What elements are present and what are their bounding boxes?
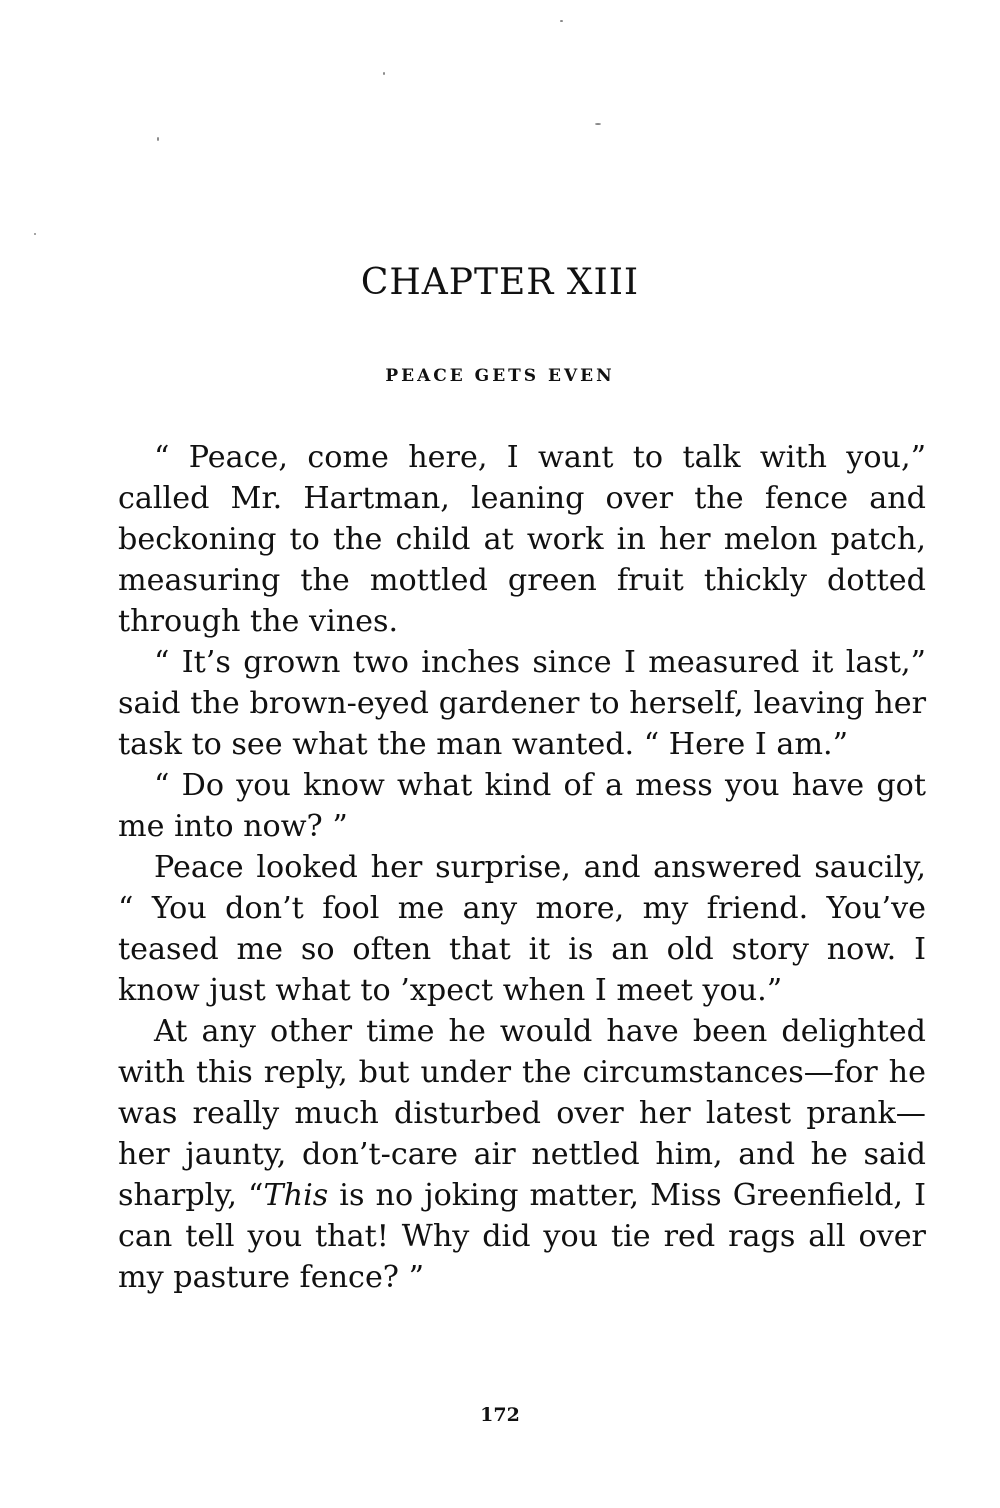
- scan-speck: [595, 123, 601, 125]
- paragraph: [118, 437, 926, 642]
- paragraph-text: At any other time he would have been delighted with this reply, but under the circumstances—for he was really much disturbed over her latest prank—her jaunty, don’t-care air nettled him, and he said sharply, “: [118, 1014, 926, 1213]
- paragraph-text: “ It’s grown two inches since I measured it last,” said the brown-eyed gardener to herself, leaving her task to see what the man wanted. “ Here I am.”: [118, 645, 926, 762]
- paragraph: [118, 765, 926, 847]
- chapter-body: [118, 437, 926, 1298]
- scan-speck: [34, 233, 36, 235]
- scan-speck: [560, 20, 563, 22]
- scan-speck: [383, 72, 385, 75]
- scan-speck: [157, 137, 159, 141]
- chapter-heading: CHAPTER XIII: [360, 262, 640, 303]
- paragraph: [118, 847, 926, 1011]
- paragraph-text: “ Peace, come here, I want to talk with you,” called Mr. Hartman, leaning over the fence and beckoning to the child at work in her melon patch, measuring the mottled green fruit thickly dotted through the vines.: [118, 440, 926, 639]
- paragraph: [118, 642, 926, 765]
- chapter-subtitle: PEACE GETS EVEN: [385, 366, 615, 386]
- paragraph: [118, 1011, 926, 1298]
- paragraph-text: “ Do you know what kind of a mess you have got me into now? ”: [118, 768, 926, 844]
- page-number: 172: [480, 1404, 520, 1426]
- paragraph-text: Peace looked her surprise, and answered saucily, “ You don’t fool me any more, my friend. You’ve teased me so often that it is an old story now. I know just what to ’xpect when I meet you.”: [118, 850, 926, 1008]
- paragraph-text: is no joking matter, Miss Greenfield, I can tell you that! Why did you tie red rags all over my pasture fence? ”: [118, 1178, 926, 1295]
- emphasized-word: This: [263, 1178, 329, 1213]
